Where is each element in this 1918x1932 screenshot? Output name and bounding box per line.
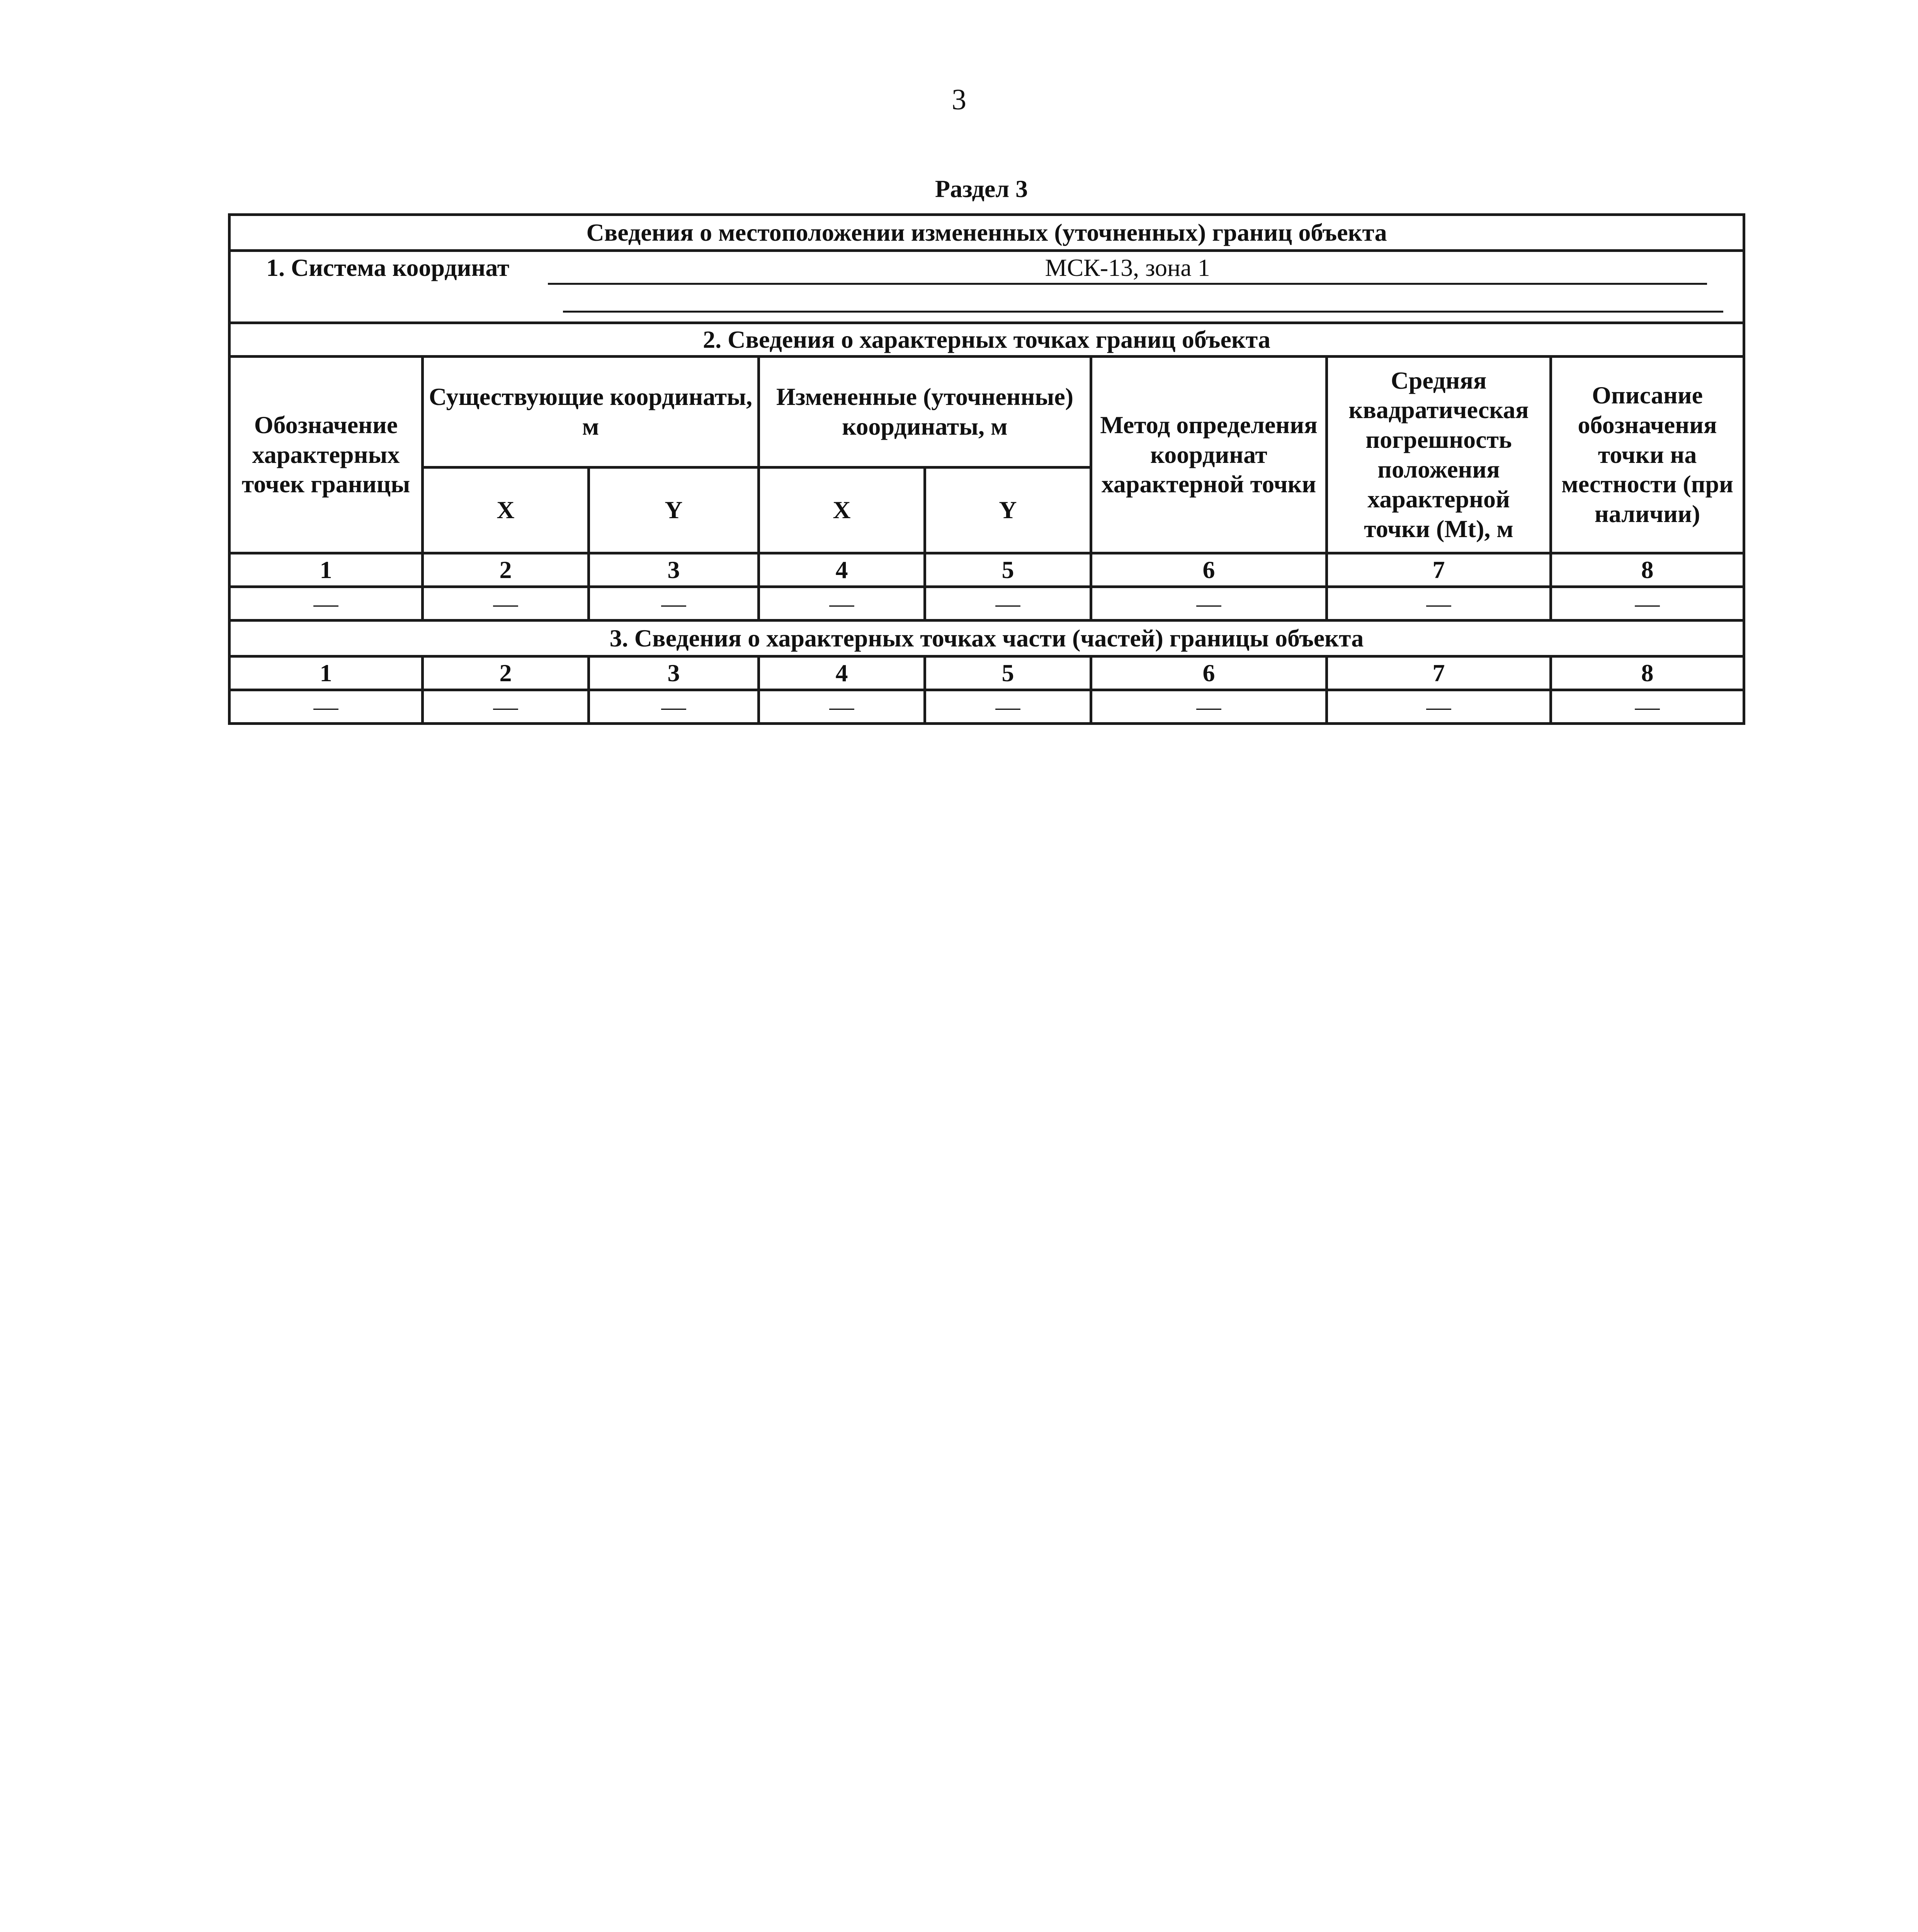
table-cell: — [1551,587,1744,621]
column-number: 3 [589,656,759,690]
header-existing-coords: Существующие координаты, м [423,357,759,468]
column-number: 8 [1551,656,1744,690]
table-cell: — [423,690,589,724]
table-cell: — [230,587,423,621]
column-number: 2 [423,656,589,690]
section-3-column-numbers-row [230,656,1744,690]
header-changed-coords: Измененные (уточненные) координаты, м [759,357,1091,468]
table-cell: — [759,587,925,621]
table-cell: — [925,587,1091,621]
column-number: 7 [1327,656,1551,690]
page-number: 3 [952,83,966,116]
column-number: 8 [1551,553,1744,587]
header-x-existing: X [423,468,589,553]
coord-system-label: 1. Система координат [266,254,510,282]
section-title: Раздел 3 [935,175,1028,202]
header-error: Средняя квадратическая погрешность положения характерной точки (Mt), м [1327,357,1551,553]
boundary-table [228,213,1745,725]
header-y-existing: Y [589,468,759,553]
table-cell: — [1091,690,1327,724]
column-number: 3 [589,553,759,587]
header-designation: Обозначение характерных точек границы [230,357,423,553]
table-cell: — [1327,690,1551,724]
table-cell: — [925,690,1091,724]
column-number: 4 [759,656,925,690]
column-number: 6 [1091,553,1327,587]
column-numbers-row [230,553,1744,587]
column-number: 6 [1091,656,1327,690]
column-number: 1 [230,656,423,690]
header-description: Описание обозначения точки на местности (при наличии) [1551,357,1744,553]
table-cell: — [230,690,423,724]
column-number: 1 [230,553,423,587]
header-x-changed: X [759,468,925,553]
table-cell: — [589,690,759,724]
table-cell: — [589,587,759,621]
coord-system-blank-line [230,286,1744,323]
table-cell: — [1551,690,1744,724]
table-cell: — [1327,587,1551,621]
header-method: Метод определения координат характерной точки [1091,357,1327,553]
table-cell: — [759,690,925,724]
coord-system-row [230,251,1744,286]
column-number: 5 [925,553,1091,587]
column-number: 2 [423,553,589,587]
coord-system-value: МСК-13, зона 1 [548,253,1707,285]
section-3-data-row [230,690,1744,724]
table-title: Сведения о местоположении измененных (уточненных) границ объекта [230,215,1744,251]
header-y-changed: Y [925,468,1091,553]
section-2-data-row [230,587,1744,621]
subsection-2-title: 2. Сведения о характерных точках границ объекта [230,323,1744,357]
table-cell: — [1091,587,1327,621]
column-number: 4 [759,553,925,587]
column-number: 5 [925,656,1091,690]
table-cell: — [423,587,589,621]
subsection-3-title: 3. Сведения о характерных точках части (частей) границы объекта [230,621,1744,656]
column-number: 7 [1327,553,1551,587]
